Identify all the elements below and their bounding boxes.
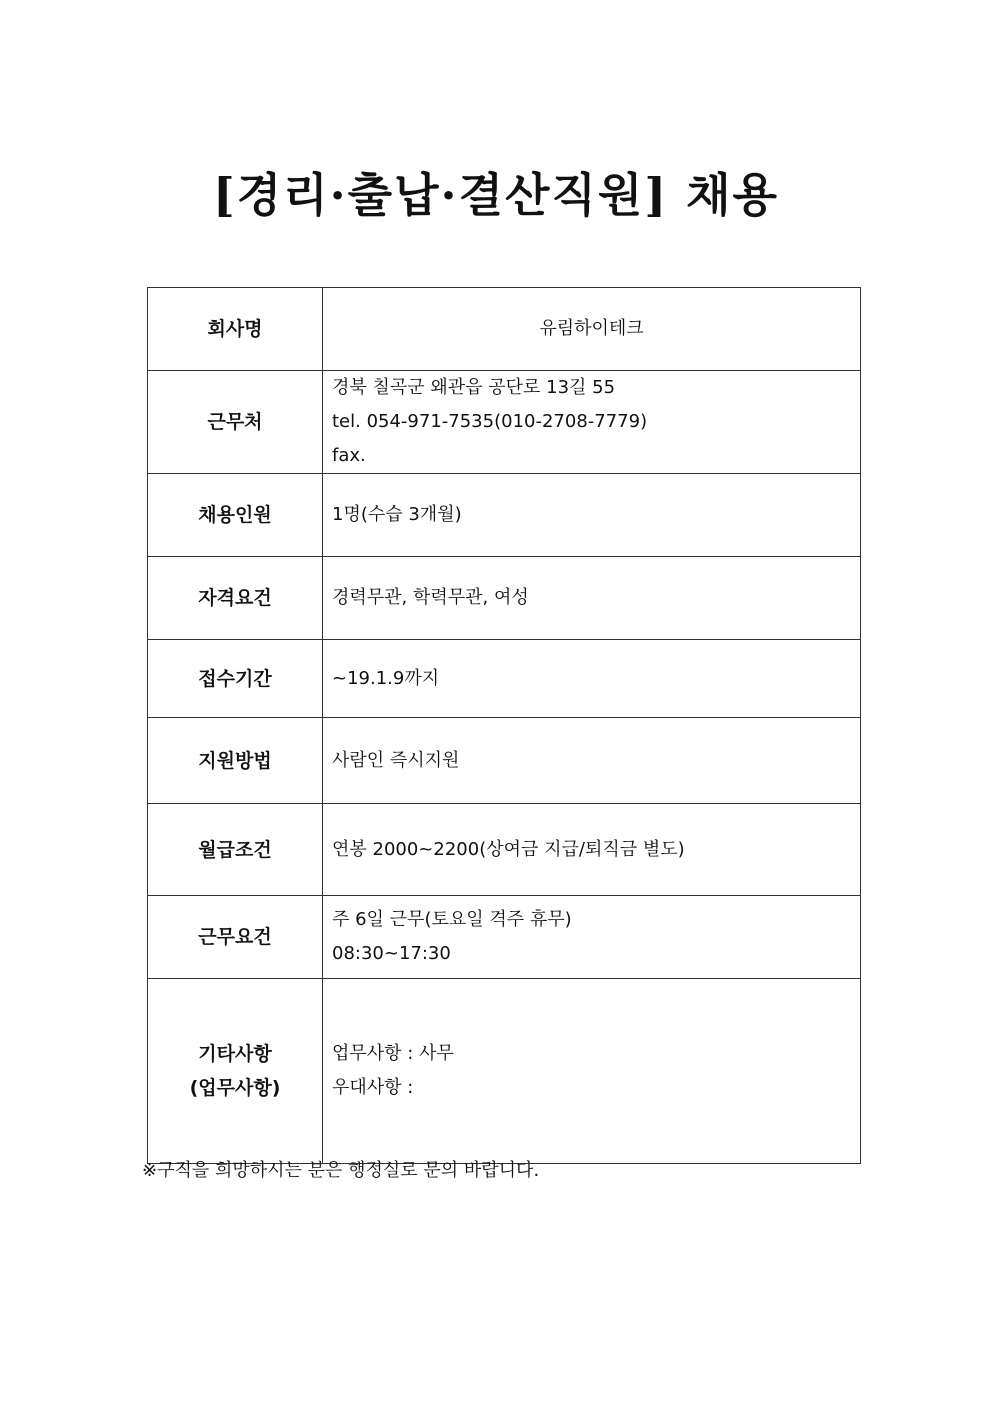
- value-line: 유림하이테크: [539, 318, 644, 339]
- value-company: [323, 288, 861, 371]
- value-application-method: [323, 718, 861, 804]
- label-line: 채용인원: [198, 504, 272, 526]
- footnote: ※구직을 희망하시는 분은 행정실로 문의 바랍니다.: [142, 1160, 540, 1181]
- value-line: 업무사항 : 사무: [332, 1043, 454, 1064]
- value-line: 사람인 즉시지원: [332, 749, 460, 771]
- label-qualifications: [148, 557, 323, 640]
- value-line: 08:30~17:30: [332, 943, 451, 964]
- row-company: [148, 288, 861, 371]
- label-work-conditions: [148, 896, 323, 979]
- label-line: 지원방법: [198, 749, 272, 772]
- job-info-table: [147, 287, 861, 1164]
- row-headcount: [148, 474, 861, 557]
- value-application-period: [323, 640, 861, 718]
- label-other-notes: [148, 979, 323, 1164]
- value-line: 연봉 2000~2200(상여금 지급/퇴직금 별도): [332, 838, 685, 860]
- label-line: 기타사항: [198, 1043, 272, 1065]
- row-other-notes: [148, 979, 861, 1164]
- label-workplace: [148, 371, 323, 474]
- value-line: tel. 054-971-7535(010-2708-7779): [332, 411, 648, 432]
- label-line: 월급조건: [198, 838, 272, 861]
- row-workplace: [148, 371, 861, 474]
- label-application-method: [148, 718, 323, 804]
- label-salary: [148, 804, 323, 896]
- value-workplace: [323, 371, 861, 474]
- value-line: 우대사항 :: [332, 1077, 414, 1098]
- label-line: 근무요건: [198, 926, 272, 948]
- row-application-method: [148, 718, 861, 804]
- value-line: 경력무관, 학력무관, 여성: [332, 587, 529, 608]
- row-salary: [148, 804, 861, 896]
- label-line: 접수기간: [198, 667, 272, 690]
- label-line: (업무사항): [189, 1077, 281, 1099]
- value-line: ~19.1.9까지: [332, 667, 440, 689]
- row-qualifications: [148, 557, 861, 640]
- label-line: 근무처: [207, 411, 263, 433]
- value-line: fax.: [332, 445, 366, 466]
- value-work-conditions: [323, 896, 861, 979]
- value-salary: [323, 804, 861, 896]
- value-other-notes: [323, 979, 861, 1164]
- row-application-period: [148, 640, 861, 718]
- value-qualifications: [323, 557, 861, 640]
- label-line: 자격요건: [198, 587, 272, 609]
- value-line: 1명(수습 3개월): [332, 504, 462, 525]
- value-headcount: [323, 474, 861, 557]
- label-application-period: [148, 640, 323, 718]
- label-headcount: [148, 474, 323, 557]
- row-work-conditions: [148, 896, 861, 979]
- value-line: 주 6일 근무(토요일 격주 휴무): [332, 909, 572, 930]
- label-line: 회사명: [207, 318, 263, 340]
- page-title: [경리·출납·결산직원] 채용: [213, 168, 779, 222]
- value-line: 경북 칠곡군 왜관읍 공단로 13길 55: [332, 377, 616, 398]
- label-company: [148, 288, 323, 371]
